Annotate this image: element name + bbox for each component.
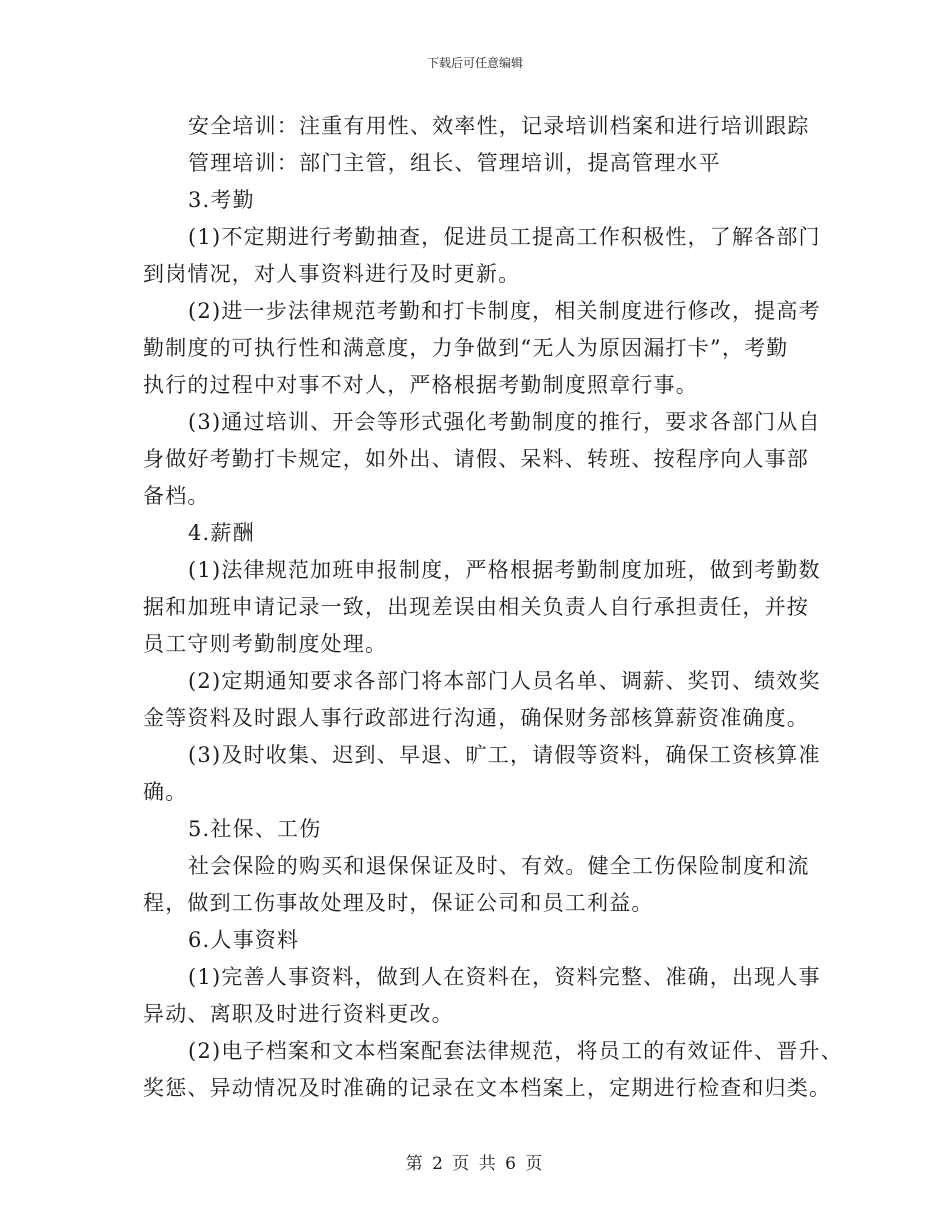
body-line: 身做好考勤打卡规定，如外出、请假、呆料、转班、按程序向人事部 [143, 447, 809, 471]
body-line: 据和加班申请记录一致，出现差误由相关负责人自行承担责任，并按 [143, 595, 809, 619]
body-line: 确。 [143, 780, 188, 804]
body-line: 安全培训：注重有用性、效率性，记录培训档案和进行培训跟踪 [188, 114, 810, 138]
body-line: (2)定期通知要求各部门将本部门人员名单、调薪、奖罚、绩效奖 [188, 669, 821, 693]
body-line: 备档。 [143, 484, 210, 508]
body-line: (3)及时收集、迟到、早退、旷工，请假等资料，确保工资核算准 [188, 743, 821, 767]
body-line: 异动、离职及时进行资料更改。 [143, 1002, 454, 1026]
body-line: 员工守则考勤制度处理。 [143, 632, 388, 656]
body-line: 奖惩、异动情况及时准确的记录在文本档案上，定期进行检查和归类。 [143, 1076, 832, 1100]
section-heading: 4.薪酬 [188, 521, 255, 545]
body-line: (3)通过培训、开会等形式强化考勤制度的推行，要求各部门从自 [188, 410, 821, 434]
body-line: 程，做到工伤事故处理及时，保证公司和员工利益。 [143, 891, 654, 915]
body-line: 执行的过程中对事不对人，严格根据考勤制度照章行事。 [143, 373, 698, 397]
body-line: 管理培训：部门主管，组长、管理培训，提高管理水平 [188, 151, 721, 175]
body-line: 金等资料及时跟人事行政部进行沟通，确保财务部核算薪资准确度。 [143, 706, 809, 730]
body-line: (2)进一步法律规范考勤和打卡制度，相关制度进行修改，提高考 [188, 299, 821, 323]
section-heading: 3.考勤 [188, 188, 255, 212]
body-line: (1)完善人事资料，做到人在资料在，资料完整、准确，出现人事 [188, 965, 821, 989]
body-line: 勤制度的可执行性和满意度，力争做到“无人为原因漏打卡”，考勤 [143, 336, 789, 360]
document-body [143, 108, 843, 1107]
body-line: (2)电子档案和文本档案配套法律规范，将员工的有效证件、晋升、 [188, 1039, 843, 1063]
body-line: 到岗情况，对人事资料进行及时更新。 [143, 262, 521, 286]
section-heading: 5.社保、工伤 [188, 817, 322, 841]
body-line: (1)不定期进行考勤抽查，促进员工提高工作积极性，了解各部门 [188, 225, 821, 249]
page-number-footer: 第 2 页 共 6 页 [405, 1154, 545, 1174]
page-header-note: 下载后可任意编辑 [426, 56, 523, 70]
body-line: (1)法律规范加班申报制度，严格根据考勤制度加班，做到考勤数 [188, 558, 821, 582]
body-line: 社会保险的购买和退保保证及时、有效。健全工伤保险制度和流 [188, 854, 810, 878]
section-heading: 6.人事资料 [188, 928, 300, 952]
